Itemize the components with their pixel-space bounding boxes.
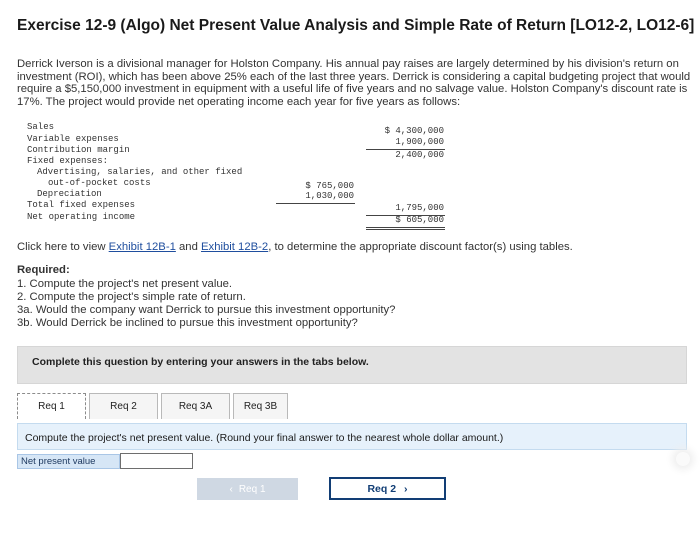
contribution-margin-value: 2,400,000	[395, 150, 444, 160]
chevron-right-icon: ›	[404, 482, 408, 495]
next-req-button[interactable]	[329, 477, 446, 500]
advertising-label-line1: Advertising, salaries, and other fixed	[37, 167, 243, 177]
net-present-value-label: Net present value	[17, 454, 120, 469]
cursor-glow	[676, 452, 690, 466]
contribution-margin-label: Contribution margin	[27, 145, 130, 155]
fixed-expenses-label: Fixed expenses:	[27, 156, 109, 166]
page-title: Exercise 12-9 (Algo) Net Present Value Analysis and Simple Rate of Return [LO12-2, LO12-6]	[17, 17, 695, 34]
tab-req-1[interactable]: Req 1	[17, 393, 86, 419]
exhibits-prefix: Click here to view	[17, 241, 109, 253]
instruction-text: Compute the project's net present value. (Round your final answer to the nearest whole dollar amount.)	[25, 432, 504, 444]
chevron-left-icon: ‹	[229, 483, 233, 495]
prev-req-button[interactable]	[197, 478, 298, 500]
tab-req-3b[interactable]: Req 3B	[233, 393, 288, 419]
depreciation-label: Depreciation	[37, 189, 102, 199]
prev-req-label: Req 1	[238, 483, 266, 495]
required-item-3a: 3a. Would the company want Derrick to pursue this investment opportunity?	[17, 304, 396, 316]
exhibit-12b-2-link[interactable]: Exhibit 12B-2	[201, 241, 269, 253]
noi-double-rule	[366, 227, 445, 230]
advertising-label-line2: out-of-pocket costs	[48, 178, 151, 188]
requirement-tabs	[17, 393, 291, 419]
sales-value: $ 4,300,000	[384, 126, 444, 136]
advertising-value: $ 765,000	[305, 181, 354, 191]
exhibits-suffix: , to determine the appropriate discount factor(s) using tables.	[268, 241, 573, 253]
exhibits-and: and	[175, 241, 202, 253]
sales-label: Sales	[27, 122, 55, 132]
variable-expenses-value: 1,900,000	[395, 137, 444, 147]
net-present-value-input[interactable]	[120, 453, 193, 469]
required-heading: Required:	[17, 264, 70, 276]
exhibit-12b-1-link[interactable]: Exhibit 12B-1	[108, 241, 176, 253]
variable-expenses-label: Variable expenses	[27, 134, 119, 144]
fixed-subtotal-rule	[276, 203, 355, 204]
required-item-2: 2. Compute the project's simple rate of return.	[17, 291, 246, 303]
net-operating-income-value: $ 605,000	[395, 215, 444, 225]
problem-description: Derrick Iverson is a divisional manager for Holston Company. His annual pay raises are largely determined by his division's return on investment (ROI), which has been above 25% each of the last three years. Derrick is considering a capital budgeting project that would require a $5,150,000 investment in equipment with a useful life of five years and no salvage value. Holston Company's discount rate is 17%. The project would provide net operating income each year for five years as follows:	[17, 58, 691, 108]
depreciation-value: 1,030,000	[305, 191, 354, 201]
net-operating-income-label: Net operating income	[27, 212, 136, 222]
total-fixed-label: Total fixed expenses	[27, 200, 136, 210]
required-item-1: 1. Compute the project's net present value.	[17, 278, 233, 290]
next-req-label: Req 2	[367, 482, 397, 495]
tab-req-2[interactable]: Req 2	[89, 393, 158, 419]
instructions-panel-text: Complete this question by entering your answers in the tabs below.	[32, 356, 369, 368]
tab-req-3a[interactable]: Req 3A	[161, 393, 230, 419]
required-item-3b: 3b. Would Derrick be inclined to pursue this investment opportunity?	[17, 317, 358, 329]
exhibits-line	[17, 241, 573, 253]
total-fixed-value: 1,795,000	[395, 203, 444, 213]
